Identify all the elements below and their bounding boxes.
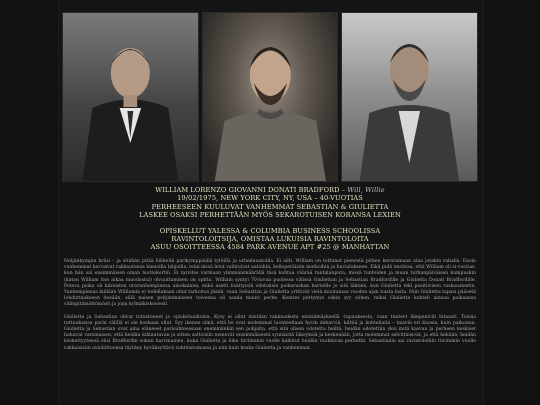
photo-3-illustration <box>342 13 477 181</box>
family-info: PERHEESEEN KUULUVAT VANHEMMAT SEBASTIAN & GIULIETTA <box>151 202 389 211</box>
education-info: OPISKELLUT YALESSA & COLUMBIA BUSINESS SCHOOLISSA <box>159 226 381 235</box>
bio-paragraph-2: Giulietta ja Sebastian olivat tutustuneet jo opiskeluaikoina. Kysy ei ollut mistään rakkaudesta ensisilmäyksellä -tapauksesta, vaan tuntevt lämpenivät hitaasti. Toisiia tuttuuksissa parin välillä ei ole koskaan ollut. Syy ikenee siinä, että he ovat molemmat luonteeltaan hyvin dekavviä, kilttiä ja kohteliaita – taisvin eri kuosia, kuin paikoissa. Giulietta ja Sebastian ovat aina eläneeet parisuhteessaan enemmänkin sen pohjalta, että sitä olisen odotettu heiltä; heidän odotettiin yksi mitä kasvaa ja perheen keskiset haluivat varsinaisen, että heidän kihlautuvan ja sitten sattoisiin menevät ensimmäisestä synnäistä liikeyksiä ja keskenään, jotta molemmat selvittäisivät, ja että hekään, heidän keskettyytensä olisi Bradfordin sukun harvinainen, kuka Giulietta ja liike tiiviimmin vuolle kalkitut heidän ruokhivan perhettä. Sebastianin sai ravintoloihin tiivimmin vuolle rakkaisisiin avioliittoonsa täytäny hyväksyttävä suhteistomassa ja niin kuin koska Giulietta ja vanhemmat. <box>64 314 476 351</box>
profile-info <box>60 186 480 252</box>
photo-strip <box>62 12 478 180</box>
siblings-info: LASKEE OSAKSI PERHETTÄÄN MYÖS SEKAROTUISEN KORANSA LEXIEN <box>139 211 401 220</box>
occupation-info: RAVINTOLOITSIJA, OMISTAA LUKUISIA RAVINTOLOITA <box>171 235 369 244</box>
photo-man-sweater <box>202 12 339 182</box>
name-line <box>60 186 480 194</box>
address-info: ASUU OSOITTEESSA 4584 PARK AVENUE APT #25 @ MANHATTAN <box>150 243 390 252</box>
photo-1-illustration <box>63 13 198 181</box>
biography <box>64 259 476 358</box>
nickname: Will, Willie <box>347 186 385 194</box>
photo-man-suit <box>62 12 199 182</box>
photo-2-illustration <box>203 13 338 181</box>
bio-paragraph-1: Neljänkympin kriisi – ja sitähän pitää liikkeitä parikymppisillä tytöillä ja urheiluautoilla. Ei silti. William on tottunut pienestä pitäen keravamaan aina jotakin rahalla. Ensin vanhemmat karvaivat rakkautensa hienoilla lahjoilla, teini-iässä lelut vaihtuivat autoihin, kelloperäisiin matkoihin ja huvialukseen. Eikä pidä unohtaa, että William oli si-vuotias, kun hän sai ensimmäisen oman luottokortin. Ei tarvitse varmaan ylimmäismäärällä täsä kohtaa väärää rantalanputa, missä tuntoiden ja muun turhanpäiväisen kumpuskin (katon William itse aikaa muodostui) olvuuttaminen on opittu. William syntyi 70-luvun puolessa välissä Giuliettan ja Sebastian Bradfordille ja Giulietta Donati Bradfordille. Poteva poika oli kiireisten uravanhempiensa ainokainen, mikä asetti lisättyistä odotuksia poikaruskan harteille jo sitä läktien, kun Giulietta teki positiivisen raskaustestin. Vanhempiensa kiillään Williamin ei todellakaan ollut tarkoitus jäädä, vaan Sebastian ja Giulietta yrittivät vielä muutaman vuoden ajan toista lasta. Niin Giulietta tapasi pääsetä lohduttaakseen itseään, sillä naisen pohjimmaiseen toiveena oli saada muuri perhe. Kenties pettymys oskin syy siihen, miksi Giulietta kohteli ainoaa poikaansa välinpitämättömästi ja jopa kylmäkiskoisesti. <box>64 259 476 308</box>
full-name: WILLIAM LORENZO GIOVANNI DONATI BRADFORD <box>155 186 340 194</box>
name-separator: – <box>339 186 348 194</box>
photo-man-shirt <box>341 12 478 182</box>
birth-info: 19/02/1975, NEW YORK CITY, NY, USA – 40-VUOTIAS <box>177 194 363 203</box>
